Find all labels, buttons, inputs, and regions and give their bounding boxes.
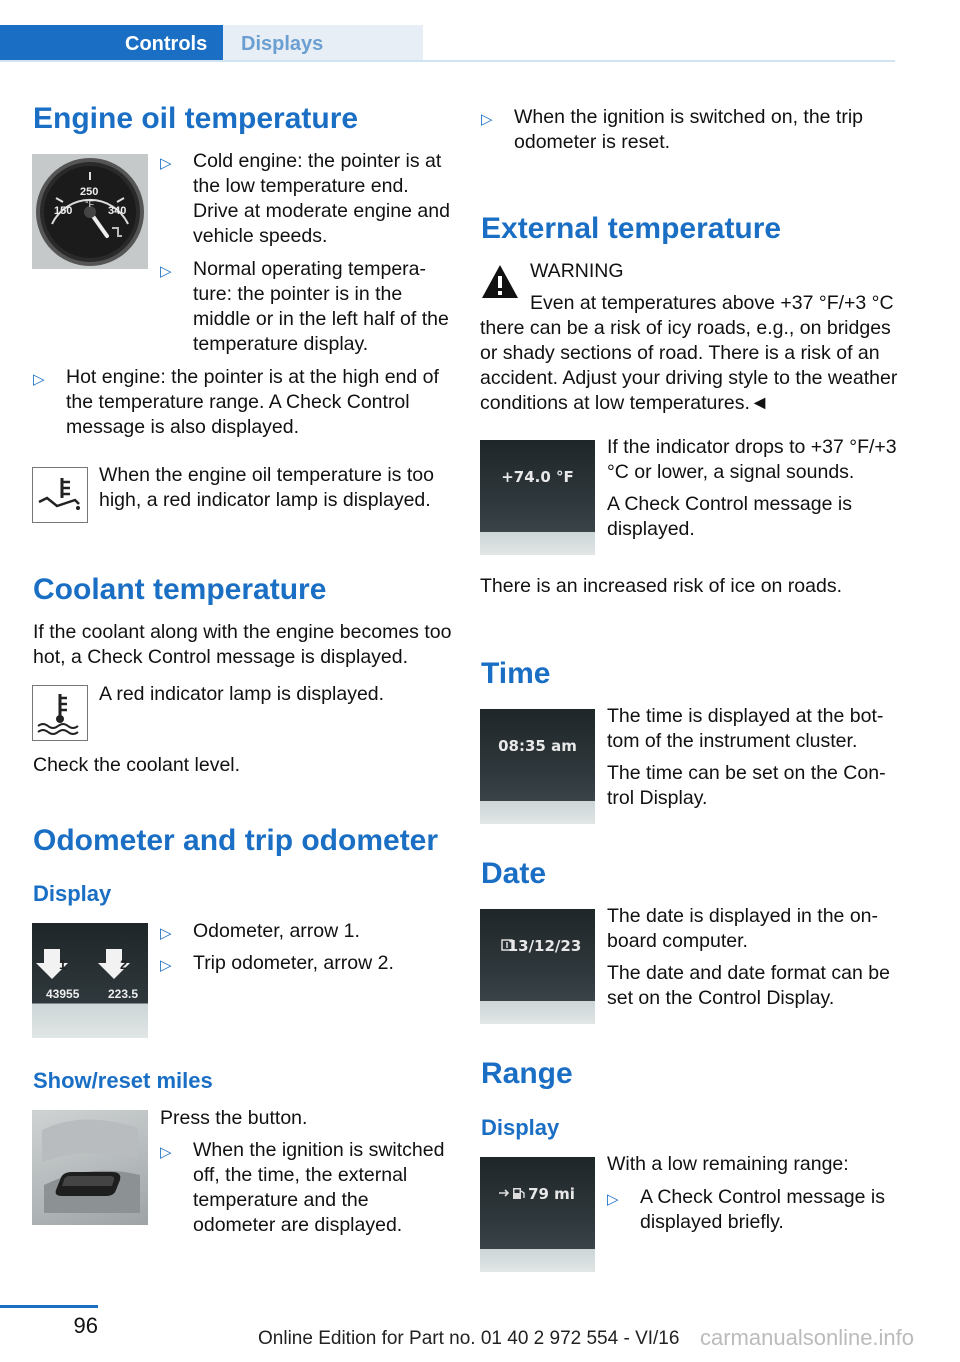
bullet-triangle-icon: ▷ [160, 1144, 172, 1161]
tab-displays[interactable]: Displays [223, 25, 423, 62]
external-p3: There is an increased risk of ice on roads. [480, 575, 843, 597]
section-title-odometer: Odometer and trip odometer [33, 824, 439, 857]
press-button-text: Press the button. [160, 1107, 308, 1129]
date-text-block [607, 904, 899, 1018]
external-text-block [607, 435, 899, 549]
list-item: ▷ When the ignition is switched off, the time, the external temperature and the odometer are displayed. [160, 1139, 445, 1236]
range-value: 79 mi [528, 1185, 575, 1203]
list-item: ▷ When the ignition is switched on, the trip odometer is reset. [481, 106, 864, 153]
header-divider [0, 60, 895, 62]
warning-text: Even at temperatures above +37 °F/+3 °C there can be a risk of icy roads, e.g., on bridges or shady sections of road. There is a risk of an accident. Adjust your driving style to the weather conditions at low temperatures.◄ [480, 292, 898, 414]
range-p1: With a low remaining range: [607, 1153, 849, 1175]
date-p2: The date and date format can be set on the Control Display. [607, 962, 890, 1009]
bullet-triangle-icon: ▷ [33, 371, 45, 388]
time-value: 08:35 am [498, 737, 577, 755]
arrow-label-1: 1 [59, 957, 67, 972]
section-title-external: External temperature [481, 212, 782, 245]
bullet-triangle-icon: ▷ [160, 155, 172, 172]
oil-temperature-lamp-icon [32, 467, 88, 523]
section-title-time: Time [481, 657, 551, 690]
list-item: ▷ Odometer, arrow 1. [160, 919, 452, 944]
bullet-triangle-icon: ▷ [607, 1191, 619, 1208]
coolant-intro: If the coolant along with the engine becomes too hot, a Check Control message is displayed. [33, 621, 452, 668]
list-item: ▷ Normal operating tempera-ture: the pointer is in the middle or in the left half of the temperature display. [160, 258, 449, 355]
external-temp-display-image [480, 440, 595, 555]
list-item: ▷ Trip odometer, arrow 2. [160, 951, 452, 976]
gauge-unit: °F [85, 199, 95, 209]
reset-button-image [32, 1110, 148, 1225]
bullet-triangle-icon: ▷ [481, 111, 493, 128]
oil-temperature-gauge-image [32, 154, 148, 269]
bullet-triangle-icon: ▷ [160, 263, 172, 280]
warning-label: WARNING [530, 260, 624, 282]
subheading-range-display: Display [481, 1115, 560, 1140]
coolant-lamp-icon [32, 685, 88, 741]
oil-lamp-text: When the engine oil temperature is too high, a red indicator lamp is displayed. [99, 464, 434, 511]
page-number: 96 [73, 1313, 98, 1338]
trip-value: 223.5 [108, 987, 139, 1001]
odometer-display-image [32, 923, 148, 1038]
section-title-coolant: Coolant temperature [33, 573, 327, 606]
subheading-display: Display [33, 881, 112, 906]
time-text-block [607, 704, 899, 818]
gauge-label-250: 250 [80, 186, 99, 198]
date-display-image [480, 909, 595, 1024]
bullet-triangle-icon: ▷ [160, 925, 172, 942]
list-item: ▷ Hot engine: the pointer is at the high end of the temperature range. A Check Control message is also displayed. [33, 366, 439, 438]
watermark: carmanualsonline.info [700, 1325, 915, 1350]
section-title-engine-oil: Engine oil temperature [33, 102, 359, 135]
time-p1: The time is displayed at the bot-tom of the instrument cluster. [607, 705, 884, 752]
external-temp-value: +74.0 °F [501, 468, 574, 486]
footer-divider [0, 1305, 98, 1308]
section-title-date: Date [481, 857, 547, 890]
arrow-label-2: 2 [120, 957, 128, 972]
external-p2: A Check Control message is displayed. [607, 493, 852, 540]
list-item: ▷ Cold engine: the pointer is at the low temperature end. Drive at moderate engine and vehicle speeds. [160, 150, 450, 247]
range-display-image [480, 1157, 595, 1272]
subheading-show-reset: Show/reset miles [33, 1068, 213, 1093]
gauge-label-150: 150 [54, 205, 73, 217]
time-p2: The time can be set on the Con-trol Display. [607, 762, 886, 809]
gauge-label-340: 340 [108, 205, 127, 217]
tab-controls[interactable]: Controls [0, 25, 223, 62]
external-p1: If the indicator drops to +37 °F/+3 °C or lower, a signal sounds. [607, 436, 897, 483]
odometer-value: 43955 [46, 987, 80, 1001]
date-value: 13/12/23 [507, 937, 582, 955]
time-display-image [480, 709, 595, 824]
bullet-triangle-icon: ▷ [160, 957, 172, 974]
coolant-check-text: Check the coolant level. [33, 754, 241, 776]
footer-edition-text: Online Edition for Part no. 01 40 2 972 554 - VI/16 [258, 1328, 680, 1349]
list-item: ▷ A Check Control message is displayed briefly. [607, 1186, 885, 1233]
coolant-lamp-text: A red indicator lamp is displayed. [99, 683, 385, 705]
section-title-range: Range [481, 1057, 573, 1090]
reset-button-icon [32, 1110, 148, 1225]
date-p1: The date is displayed in the on-board computer. [607, 905, 879, 952]
gauge-icon [32, 154, 148, 269]
